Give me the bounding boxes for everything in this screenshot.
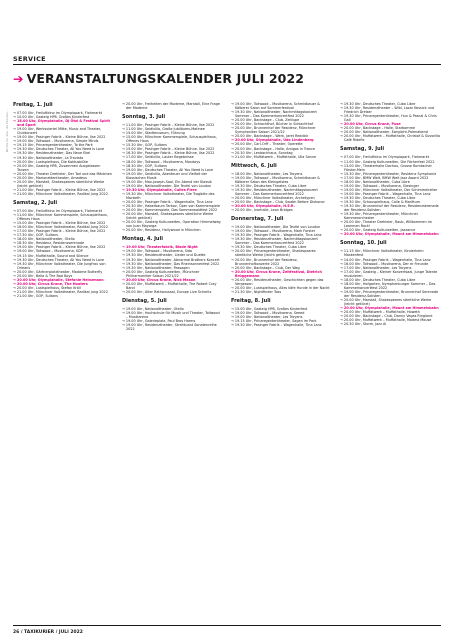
day-heading: Freitag, 1. Juli — [13, 102, 53, 108]
event-item: → 20.30 Uhr, Lenbachhaus, Sonntag — [231, 150, 293, 155]
event-item: → 20.00 Uhr, Kammerspiele, Das Sommerwaldfest 2022 — [122, 208, 218, 213]
event-item: → 20.00 Uhr, Gasteig Kulturwelten, Operation Himmelweg von Juan Mayorga — [122, 220, 221, 229]
event-item: → 19.30 Uhr, Deutsches Theater, Cuba Libre — [340, 195, 416, 200]
day-heading: Samstag, 9. Juli — [340, 146, 385, 153]
event-item: → 20.00 Uhr, Gasteig Kulturwelten, Jazzance — [340, 228, 416, 233]
event-item: → 18.00 Uhr, Hofgarten, Nymphenburger Sommer – Das Kammerkoncertfest 2022 — [340, 281, 436, 290]
event-item: → 19.15 Uhr, Prinzregententheater, Sagen im Park — [231, 319, 317, 324]
event-item: → 20.00 Uhr, Schlachthof, Bücher in Schlachthof — [231, 122, 314, 127]
event-item: → 20.00 Uhr, Marstall, Shakespeares sämtliche Werke (leicht gekürzt) — [122, 212, 214, 221]
page-footer: 26 / TAXIKURIER / JULI 2022 — [13, 630, 83, 635]
event-item: → 15.00 Uhr, Pasinger Fabrik – Kleine Bühne, Ilse 2022 — [122, 147, 215, 152]
event-item: → 20.00 Uhr, Gasteig Kulturwelten, Münchner Philharmoniker Saison 2021/22 — [122, 269, 200, 278]
event-item: → 20.00 Uhr, Muffatwerk – Muffathalle, Howeth — [340, 310, 420, 315]
event-item: → 20.00 Uhr, Carl-Orff – Theater, Operette — [231, 142, 303, 147]
event-item: → 20.00 Uhr, Backstage – Club, Zeitlupe — [231, 118, 300, 123]
day-heading: Donnerstag, 7. Juli — [231, 216, 284, 223]
event-item: → 19.30 Uhr, Residenztheater – Wild, Lazar Kessick und Friedrich Dreiser — [340, 106, 435, 115]
event-item: → 18.30 Uhr, Residenz, Residenzserenade — [13, 241, 85, 246]
event-item: → 20.00 Uhr, Brunnenhof der Residenz, Münchner Symphoniker Saison 2021/22 — [231, 126, 316, 135]
event-item: → 10.00 Uhr, Gasteig HP8, Großes Kinderfest — [13, 115, 90, 120]
event-item: → 19.00 Uhr, Münchner Volkstheater, Der Schimmelreiter — [340, 187, 438, 192]
event-item: → 20.00 Uhr, Backstage – Club, Danny Vegas Ringland — [340, 314, 433, 319]
event-item: → 20.00 Uhr, Backstage – Halle, Amigos in Trance — [231, 146, 316, 151]
event-item: → 19.30 Uhr, Residenztheater, Lieder und Duette — [122, 253, 206, 258]
event-item: → 20.00 Uhr, Backstage – Halle, Starbomme — [340, 126, 416, 131]
section-label: SERVICE — [13, 55, 46, 63]
event-item: → 19.30 Uhr, Deutsches Theater, All You Need Is Love — [13, 147, 105, 152]
event-item: → 19.00 Uhr, Tollwood – Musikarena, SDP — [13, 249, 83, 254]
event-item: → 13.00 Uhr, Theaterhalle Dachau, Grosse Borntacher Förster-Mein — [340, 163, 432, 172]
event-item: → 20.00 Uhr, Theater Drehleier, Raub, Willkommen im Leanmen Rock! — [340, 220, 432, 229]
event-item: → 19.00 Uhr, Werksviertel Mitte, Music and Theater, Clubkonzert — [13, 127, 102, 136]
event-item: → 19.00 Uhr, Deutsches Theater, All You Need Is Love — [122, 167, 214, 172]
event-item: → 17.00 Uhr, Nationaltheater, Les Troyens — [340, 265, 412, 270]
day-heading: Sonntag, 10. Juli — [340, 240, 387, 247]
event-item: → 17.30 Uhr, GOP, Sultans — [13, 233, 58, 238]
day-heading: Freitag, 8. Juli — [231, 297, 271, 304]
title-arrow-icon: ➔ — [13, 71, 24, 86]
event-item: → 15.00 Uhr, Stadtmuseum, Führung — [122, 131, 185, 136]
event-item: → 19.15 Uhr, Muffathalle, Sound and Silence — [13, 253, 89, 258]
event-item: → 19.30 Uhr, Prinzregententheater, Hun & Pascal & Chris Gall — [340, 114, 437, 123]
event-item-highlight: → 20.00 Uhr, Olympiahalle, Stefanie Heinzmann — [13, 277, 104, 282]
event-item: → 17.00 Uhr, Seidlvilla, Lauter Begebnisse — [122, 155, 194, 160]
event-item: → 19.30 Uhr, Pasinger Fabrik – Wagenhalle, Tina Lanz — [231, 233, 322, 238]
day-heading: Sonntag, 3. Juli — [122, 114, 166, 121]
day-heading: Samstag, 2. Juli — [13, 199, 58, 206]
bottom-rule — [13, 625, 441, 626]
column-4 — [340, 102, 440, 326]
event-item: → 20.00 Uhr, Münchner Volkstheater, Archetypen — [231, 195, 315, 200]
event-item: → 19.30 Uhr, Münchner Volkstheater, Die Tragödie des Macbeth — [122, 191, 215, 200]
event-item: → 18.00 Uhr, Deutsches Theater, Cuba Libre — [340, 277, 416, 282]
event-item: → 20.00 Uhr, Marstall, Shakespeares sämtliche Werke (leicht gekürzt) — [340, 297, 432, 307]
event-item: → 16.00 Uhr, Tollwood – Musikarena, Der er Freunde — [340, 261, 429, 266]
event-item: → 20.00 Uhr, Muffatwerk – Muffathalle, Christof & Sizzorilla Café Ridefix — [340, 134, 440, 143]
event-item: → 07.00 Uhr, Freiluftkino im Olympiapark, Flohmarkt — [13, 111, 103, 115]
event-item: → 19.00 Uhr, Nationaltheater, Les Troyens — [231, 315, 303, 320]
event-item: → 19.30 Uhr, Pasinger Fabrik – Wagenhalle, Tina Lanz — [231, 323, 322, 328]
event-item-highlight: → 19.00 Uhr, Theaterfabrik, Blade Night — [122, 245, 198, 250]
event-item: → 20.00 Uhr, Freiheiten der Moderne, Marstall, Eine Frage der Moderne — [122, 102, 220, 111]
event-item: → 20.00 Uhr, Bella & The Bad Boys — [13, 273, 73, 278]
event-item: → 21.30 Uhr, Nightfinder Toss — [231, 289, 282, 294]
event-item: → 19.00 Uhr, Nationaltheater, Otello — [122, 306, 184, 311]
page-title — [13, 71, 304, 86]
event-item: → 19.30 Uhr, Deutsches Theater, Cuba Libre — [231, 183, 307, 188]
event-item: → 20.00 Uhr, Prinzregententheater, Shakespeares sämtliche Werke (leicht gekürzt) — [231, 249, 316, 258]
event-item: → 20.00 Uhr, Backstage – Club, Der Weg — [231, 265, 300, 270]
event-item: → 19.30 Uhr, Nationaltheater, Abnormal Brothers Koncert — [122, 257, 220, 262]
event-item: → 18.30 Uhr, GOP, Sultans — [122, 163, 167, 168]
event-item: → 19.15 Uhr, Prinzregententheater, To the Park — [13, 143, 93, 148]
top-rule — [13, 64, 441, 65]
event-item: → 19.30 Uhr, Deutsches Theater, Cuba Libre — [231, 245, 307, 250]
event-item-highlight: → 18.00 Uhr, Olympiahalle, DJ Ötzi & Festival Spirit and Sport — [13, 119, 111, 128]
day-heading: Mittwoch, 6. Juli — [231, 162, 277, 169]
event-item: → 17.00 Uhr, BMW Welt, BMW Welt Jazz Award 2022 — [340, 175, 429, 180]
event-item-highlight: → 20.00 Uhr, Olympiahalle, Mount am Himmelsbahn — [340, 306, 439, 311]
event-item: → 20.00 Uhr, Muffatwerk – Muffathalle, The Robert Cray Band — [122, 281, 217, 290]
event-columns — [13, 102, 441, 622]
event-item: → 19.30 Uhr, Schauspielhaus, Calle & Marittum — [340, 199, 421, 204]
event-item: → 20.00 Uhr, Backstage – Werk, Jaret Reddick — [231, 134, 309, 139]
event-item: → 15.30 Uhr, GOP, Sultans — [122, 143, 167, 148]
event-item: → 19.30 Uhr, Nationaltheater, Nachmittagskonzert Sommer – Das Kammerkoncertfest 2022 — [231, 110, 317, 119]
event-item: → 20.00 Uhr, Gasteig HP8, Zusammen Ausgelassen Tanzen — [13, 163, 101, 172]
event-item-highlight: → 20.00 Uhr, Olympiahalle, Udo Lindenberg — [231, 138, 314, 143]
column-1 — [13, 102, 113, 298]
event-item: → 20.00 Uhr, Backstage – Club, Swabh Before Dishonor — [231, 199, 325, 204]
event-item: → 19.00 Uhr, Galerieplatz, Paul Bros Harms — [122, 319, 196, 324]
event-item: → 20.00 Uhr, Gärtnerplatztheater, Madame Butterfly — [13, 269, 103, 274]
event-item: → 19.00 Uhr, Tollwood – Musikarena, Sido — [122, 249, 193, 254]
event-item: → 15.00 Uhr, Gasteig HP8, Großes Kinderfest — [231, 306, 308, 311]
event-item: → 20.00 Uhr, Lustspielhaus, Die Kaktusblüte — [13, 159, 88, 164]
event-item: → 21.00 Uhr, Münchner Volkstheater, Radikal Jung 2022 — [13, 289, 108, 294]
event-item: → 20.00 Uhr, Nationaltheater, Ewiglicht-Polenabend — [340, 130, 428, 135]
event-item: → 16.30 Uhr, Pasinger Fabrik – Kleine Bühne, Ilse 2022 — [122, 151, 215, 156]
event-item: → 18.00 Uhr, Nationaltheater, Cuba Libre — [340, 179, 410, 184]
side-text: Nichts für alle, die Hunden... — [5, 109, 9, 152]
event-item: → 19.00 Uhr, Nationaltheater, Die Teufel von Loudun — [231, 225, 321, 230]
event-item: → 19.00 Uhr, Seidlvilla, Abenteuer und Vielfalt der Klassischen Musik — [122, 171, 208, 180]
event-item: → 21.00 Uhr, GOP, Sultans — [13, 293, 58, 298]
event-item: → 20.30 Uhr, Haberbaum Tarkov, Oper von Kammerspiele — [122, 204, 220, 209]
event-item: → 19.00 Uhr, Residenztheater, Streitkunst Sonatenreihe 2022 — [122, 323, 217, 332]
day-heading: Montag, 4. Juli — [122, 236, 163, 243]
event-item: → 20.00 Uhr, Marstall, Shakespeares sämtliche Werke (leicht gekürzt) — [13, 179, 105, 188]
event-item: → 18.00 Uhr, Nationaltheater, Les Troyens — [231, 171, 303, 176]
event-item-highlight: → 20.00 Uhr, Circus Krone, Nick Mason — [122, 277, 196, 282]
event-item: → 19.00 Uhr, Hochschule für Musik und Theater, Tollwood – Musikarena — [122, 310, 220, 320]
event-item: → 20.00 Uhr, Lustspielhaus, Stefan Kröll — [13, 285, 81, 290]
event-item: → 07.00 Uhr, Freiluftkino im Olympiapark, Flohmarkt — [13, 208, 103, 213]
event-item: → 19.30 Uhr, Residenztheater, Nachmittagskonzert Sommer – Das Kammerkoncertfest 2022 — [231, 237, 318, 246]
event-item: → 15.00 Uhr, Münchner Kammerspiele, Schauspielhaus, Offenes Haus — [122, 135, 217, 144]
event-item: → 21.00 Uhr, Pasinger Fabrik – Kleine Bühne, Ilse 2022 — [13, 187, 106, 192]
event-item: → 16.00 Uhr, Münchner Volkstheater, Radikal Jung 2022 — [13, 225, 108, 230]
event-item: → 19.00 Uhr, Nationaltheater, Die Teufel von Loudun — [122, 183, 212, 188]
event-item: → 18.00 Uhr, Nationaltheater, Otello — [13, 237, 75, 242]
event-item: → 21.00 Uhr, Muffatwerk – Muffathalle, Ulla Sonne — [231, 154, 317, 159]
event-item: → 19.30 Uhr, Residenztheater, Nachmittagskonzert Sommer – Das Kammerkoncertfest 2022 — [231, 187, 318, 196]
event-item: → 19.30 Uhr, Prinzregententheater, Münchner Kammerorchester — [340, 212, 418, 221]
event-item: → 20.00 Uhr, Theater Drehleier, Der Tod und das Mädchen — [13, 171, 112, 176]
event-item: → 19.30 Uhr, Münchner Volkstheater, Die Jungfrau von Orleans — [13, 261, 106, 270]
column-2 — [122, 102, 222, 331]
event-item: → 19.00 Uhr, Pasinger Fabrik – Kleine Bühne, Ilse 2022 — [13, 135, 106, 140]
event-item-highlight: → 20.00 Uhr, Circus Krone, Puse — [340, 122, 401, 127]
event-item: → 20.00 Uhr, Pasinger Fabrik – Wagenhalle, Tina Lanz — [122, 199, 213, 204]
event-item: → 07.00 Uhr, Freiluftkino im Olympiapark, Flohmarkt — [340, 155, 430, 160]
event-item: → 11.00 Uhr, Münchner Kammerspiele, Schauspielhaus, Offenes Haus — [13, 213, 108, 222]
event-item: → 19.00 Uhr, Tollwood – Musikarena, Mark Forster — [231, 229, 316, 234]
event-item: → 15.00 Uhr, Pasinger Fabrik – Kleine Bühne, Ilse 2022 — [13, 221, 106, 226]
event-item-highlight: → 19.30 Uhr, Olympiahalle, Cultra Fiere — [122, 187, 197, 192]
event-item: → 19.30 Uhr, Brunnenhof der Residenz, Residenzserenade der Residenz-Solisten — [340, 204, 439, 213]
event-item: → 20.00 Uhr, Residenz, Hollywood in München — [122, 228, 201, 233]
event-item: → 17.00 Uhr, Pasinger Fabrik – Kleine Bühne, Ilse 2022 — [13, 229, 106, 234]
event-item: → 11.15 Uhr, Münchner Volkstheater, Kinderheim Maskenfest — [340, 249, 424, 258]
event-item: → 19.30 Uhr, Nationaltheater, Das Rheinsonnenfest 2022 — [122, 261, 220, 266]
event-item: → 19.00 Uhr, Max-Joseph-Saal, Ein Abend der Klassik — [122, 179, 212, 184]
event-item: → 15.30 Uhr, Prinzregententheater, Residenz Symphonie — [340, 171, 437, 176]
event-item: → 14.00 Uhr, Pasinger Fabrik – Wagenhalle, Tina Lanz — [340, 257, 431, 262]
column-3 — [231, 102, 331, 327]
event-item: → 19.30 Uhr, Deutsches Theater, All You Need Is Love — [13, 257, 105, 262]
day-heading: Dienstag, 5. Juli — [122, 297, 167, 304]
event-item: → 19.00 Uhr, Tollwood – Musikarena, Seeed — [231, 310, 305, 315]
event-item: → 19.00 Uhr, Tollwood – Musikarena, Simple Minds — [13, 139, 99, 144]
event-item: → 11.00 Uhr, Seidlvilla, Große Jubiläums-Matinee — [122, 127, 205, 132]
event-item: → 11.00 Uhr, Pasinger Fabrik – Kleine Bühne, Ilse 2022 — [122, 123, 215, 128]
event-item: → 20.00 Uhr, Ivorhalle, Leon Bridges — [231, 208, 293, 213]
event-item-highlight: → 20.00 Uhr, Circus Krone, Zeltfestival, Dietrich Brüggemann — [231, 269, 322, 278]
event-item-highlight: → 20.00 Uhr, Olympiahalle, Mount am Himmelsbahn — [340, 232, 439, 237]
event-item: → 20.00 Uhr, Lustspielhaus, Alles käfe Hunde in der Nacht — [231, 285, 330, 290]
event-item: → 19.00 Uhr, Prinzregententheater, Brunnenhof Serenade der Residenz-Solisten — [340, 289, 439, 298]
event-item: → 19.00 Uhr, Tollwood – Musikarena, Giesinger — [340, 183, 419, 188]
event-item: → 19.00 Uhr, Tollwood – Musikarena, Schmidbauer & Kälberer Salon des Kleingeistes — [231, 175, 320, 184]
event-item: → 20.00 Uhr, Residenztheater, Geschichten gegen das Vergessen — [231, 277, 324, 286]
event-item: → 19.30 Uhr, Residenztheater, Das Neue Ekel — [13, 151, 91, 156]
side-strip — [5, 12, 11, 152]
event-item: → 19.30 Uhr, Nationaltheater, La Traviata — [13, 155, 84, 160]
event-item-highlight: → 20.00 Uhr, Circus Krone, The Hooters — [13, 281, 88, 286]
event-item: → 20.00 Uhr, Brunnenhof der Residenz, Brunnenhofkonzerte 2022 — [231, 257, 298, 266]
event-item: → 18.00 Uhr, Tollwood – Musikarena, Mondays — [122, 159, 200, 164]
event-item: → 11.00 Uhr, Gasteig Kulturwelten, Die Fächerfest 2022 — [340, 159, 435, 164]
event-item-highlight: → 20.00 Uhr, Olympiahalle, H.E.R. — [231, 204, 295, 209]
event-item: → 21.00 Uhr, Münchner Volkstheater, Radikal Jung 2022 — [13, 191, 108, 196]
event-item: → 19.30 Uhr, Nationaltheater, Passagen — [122, 265, 190, 270]
event-item: → 19.00 Uhr, Tollwood – Musikarena, Schmidbauer & Kälberer Salon auf Sommerfestival — [231, 102, 320, 111]
event-item: → 20.00 Uhr, Alter Rathaussaal, Europe Live Schmitz — [122, 289, 212, 294]
event-item: → 19.30 Uhr, Deutsches Theater, Cuba Libre — [340, 102, 416, 106]
event-item: → 20.00 Uhr, Marionettentheater, Amadeus — [13, 175, 87, 180]
event-item: → 19.00 Uhr, Pasinger Fabrik – Wagenhalle, Tina Lanz — [340, 191, 431, 196]
event-item: → 20.30 Uhr, Storm, Jazz Ai — [340, 322, 387, 327]
event-item: → 17.00 Uhr, Gasteig – Kleiner Konzertsaal, Junge Talente musizieren — [340, 269, 438, 278]
event-item: → 19.00 Uhr, Pasinger Fabrik – Kleine Bühne, Ilse 2022 — [13, 245, 106, 250]
event-item: → 20.00 Uhr, Muffatwerk – Muffathalle, Modest Mouse — [340, 318, 432, 323]
title-text: VERANSTALTUNGSKALENDER JULI 2022 — [26, 71, 305, 86]
